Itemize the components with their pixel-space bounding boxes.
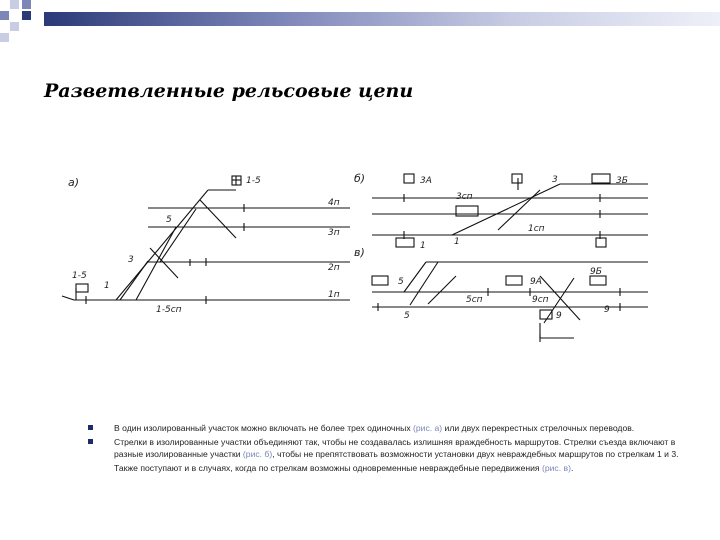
list-item xyxy=(88,436,688,460)
header-bar xyxy=(44,12,720,26)
corner-decoration xyxy=(0,0,44,44)
track-label: 4п xyxy=(328,198,340,208)
signal-label: 3А xyxy=(420,176,432,186)
signal-label: 5 xyxy=(398,277,404,287)
track-label: 2п xyxy=(328,263,340,273)
note-text: , чтобы не препятствовать возможности установки двух невраждебных маршрутов по стрелкам 1 и 3. xyxy=(272,449,679,459)
figure-link[interactable]: (рис. а) xyxy=(413,423,443,433)
figure-link[interactable]: (рис. б) xyxy=(242,449,273,459)
section-label: 1-5сп xyxy=(156,305,182,315)
note-text: Также поступают и в случаях, когда по стрелкам возможны одновременные невраждебные передвижения xyxy=(114,463,542,473)
signal-label: 3Б xyxy=(616,176,628,186)
switch-label: 3 xyxy=(128,255,134,265)
track-diagram xyxy=(60,168,628,346)
panel-a-label: а) xyxy=(68,176,80,189)
bullet-icon xyxy=(88,425,93,430)
notes-list xyxy=(88,422,688,474)
list-item xyxy=(88,462,688,474)
figure-link[interactable]: (рис. в) xyxy=(541,463,571,473)
note-text: . xyxy=(570,463,574,473)
switch-label: 3 xyxy=(552,175,558,185)
signal-label: 9 xyxy=(556,311,562,321)
signal-label: 1 xyxy=(420,241,426,251)
track-label: 3п xyxy=(328,228,340,238)
note-text: В один изолированный участок можно включать не более трех одиночных xyxy=(114,423,414,433)
section-label: 5сп xyxy=(466,295,483,305)
slide-title: Разветвленные рельсовые цепи xyxy=(44,80,414,102)
switch-label: 1 xyxy=(454,237,460,247)
panel-c-label: в) xyxy=(354,246,365,259)
track-label: 1п xyxy=(328,290,340,300)
signal-label: 9Б xyxy=(590,267,602,277)
signal-label: 9А xyxy=(530,277,542,287)
switch-label: 1 xyxy=(104,281,110,291)
note-text: Стрелки в изолированные участки объединяют так, чтобы не создавалась излишняя враждебность маршрутов. Стрелки съезда включают в разные изолированные участки xyxy=(114,437,676,459)
list-item xyxy=(88,422,688,434)
panel-b-label: б) xyxy=(354,172,366,185)
section-label: 3сп xyxy=(456,192,473,202)
section-label: 1сп xyxy=(528,224,545,234)
switch-label: 9 xyxy=(604,305,610,315)
section-label: 9сп xyxy=(532,295,549,305)
switch-label: 5 xyxy=(166,215,172,225)
signal-label: 1-5 xyxy=(72,271,87,281)
note-text: или двух перекрестных стрелочных переводов. xyxy=(442,423,635,433)
bullet-icon xyxy=(88,439,93,444)
signal-label: 1-5 xyxy=(246,176,261,186)
switch-label: 5 xyxy=(404,311,410,321)
